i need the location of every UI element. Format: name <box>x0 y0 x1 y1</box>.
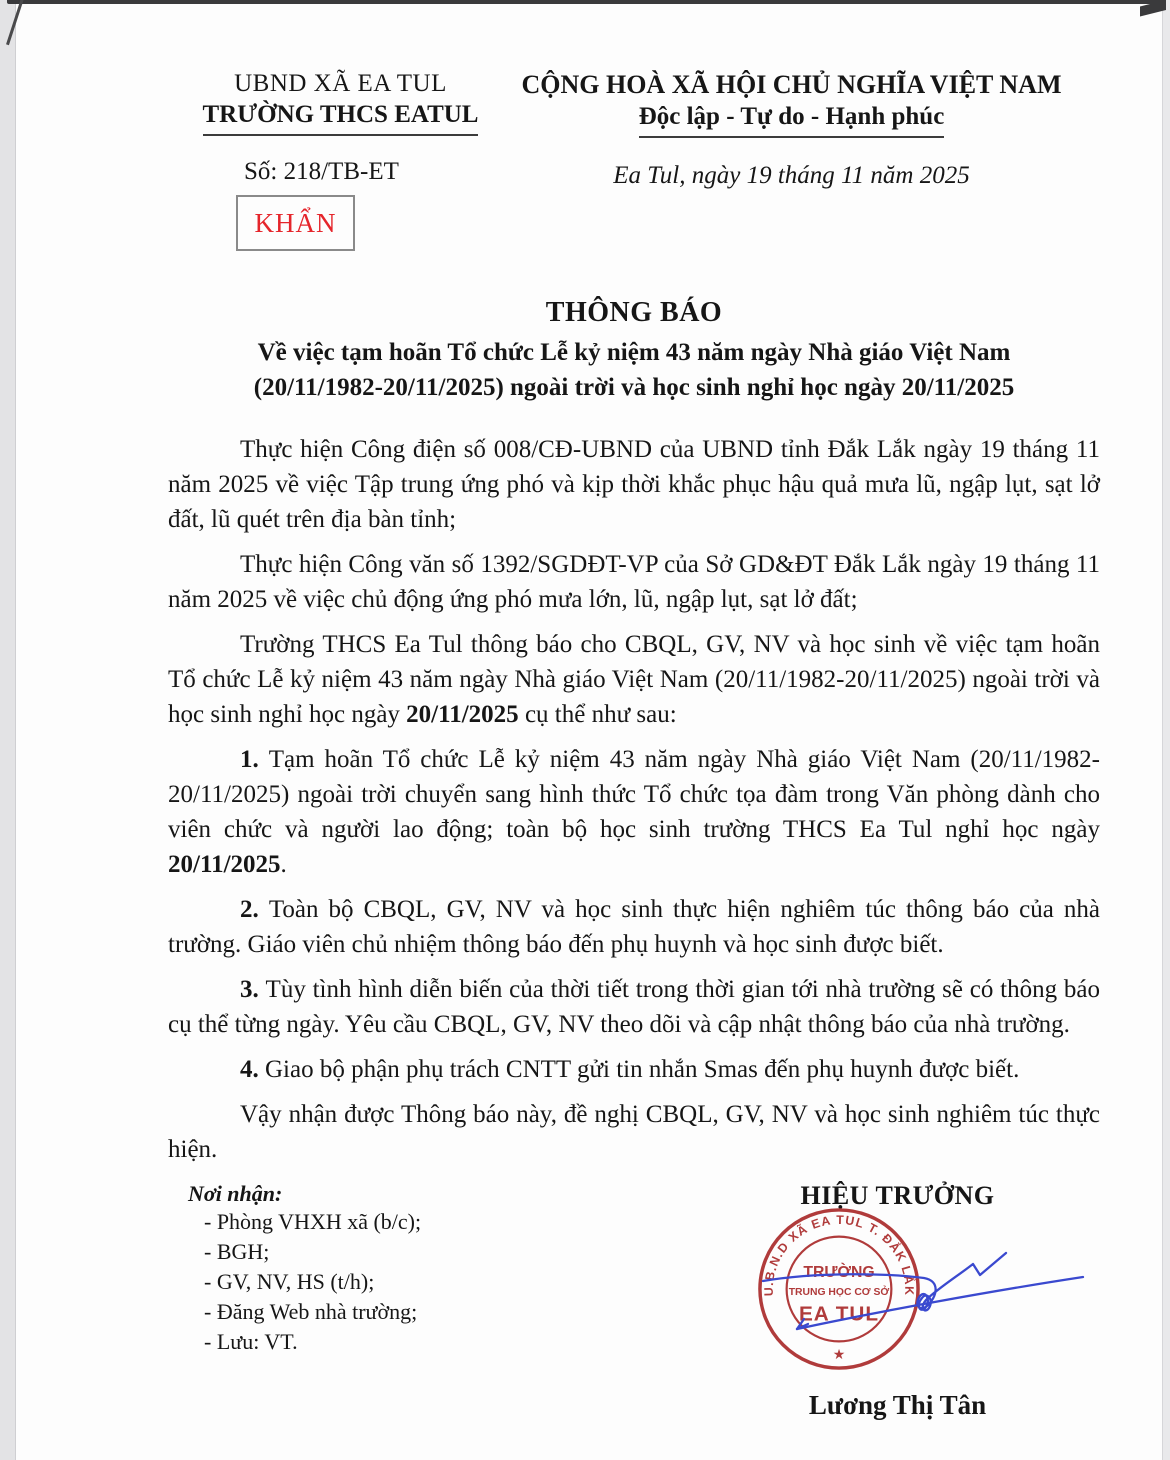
signer-name: Lương Thị Tân <box>808 1390 987 1420</box>
document-number: Số: 218/TB-ET <box>244 158 399 185</box>
issuing-org-school: TRƯỜNG THCS EATUL <box>168 101 513 136</box>
recipients-label: Nơi nhận: <box>188 1181 283 1206</box>
urgency-stamp-box <box>236 195 355 251</box>
recipient-line: - Lưu: VT. <box>204 1329 298 1354</box>
stamp-inner-line3: EA TUL <box>798 1302 880 1326</box>
scan-edge-right <box>1162 0 1170 1460</box>
national-title: CỘNG HOÀ XÃ HỘI CHỦ NGHĨA VIỆT NAM <box>521 70 1062 99</box>
paragraph-item-1: 1. Tạm hoãn Tổ chức Lễ kỷ niệm 43 năm ngày Nhà giáo Việt Nam (20/11/1982-20/11/2025) ngoài trời chuyển sang hình thức Tổ chức tọa đàm trong Văn phòng dành cho viên chức và người lao động; toàn bộ học sinh trường THCS Ea Tul nghỉ học ngày 20/11/2025. <box>168 746 1100 878</box>
signature-main-stroke <box>763 1253 1006 1310</box>
paragraph-preamble-2: Thực hiện Công văn số 1392/SGDĐT-VP của Sở GD&ĐT Đắk Lắk ngày 19 tháng 11 năm 2025 về việc chủ động ứng phó mưa lớn, lũ, ngập lụt, sạt lở đất; <box>168 551 1100 613</box>
recipient-line: - Đăng Web nhà trường; <box>204 1299 418 1324</box>
recipient-line: - GV, NV, HS (t/h); <box>204 1269 375 1294</box>
star-icon: ★ <box>832 1346 846 1363</box>
stamp-inner-line2: TRUNG HỌC CƠ SỞ <box>788 1286 890 1298</box>
paragraph-item-4: 4. Giao bộ phận phụ trách CNTT gửi tin nhắn Smas đến phụ huynh được biết. <box>240 1056 1020 1083</box>
paragraph-item-3: 3. Tùy tình hình diễn biến của thời tiết trong thời gian tới nhà trường sẽ có thông báo cụ thể từng ngày. Yêu cầu CBQL, GV, NV theo dõi và cập nhật thông báo của nhà trường. <box>168 976 1100 1038</box>
scan-edge-left <box>0 0 16 1460</box>
document-subtitle-line2: (20/11/1982-20/11/2025) ngoài trời và học sinh nghỉ học ngày 20/11/2025 <box>253 374 1015 401</box>
document-subtitle-line1: Về việc tạm hoãn Tổ chức Lễ kỷ niệm 43 năm ngày Nhà giáo Việt Nam <box>257 339 1011 366</box>
stamp-ring-text: U.B.N.D XÃ EA TUL T. ĐẮK LẮK <box>761 1212 917 1297</box>
signer-title: HIỆU TRƯỞNG <box>800 1181 995 1210</box>
stamp-inner-line1: TRƯỜNG <box>803 1264 875 1282</box>
place-date-line: Ea Tul, ngày 19 tháng 11 năm 2025 <box>613 162 970 189</box>
national-motto: Độc lập - Tự do - Hạnh phúc <box>513 103 1070 138</box>
recipient-line: - Phòng VHXH xã (b/c); <box>204 1209 422 1234</box>
issuing-org-block <box>168 70 513 251</box>
document-title: THÔNG BÁO <box>545 297 723 328</box>
urgency-label: KHẨN <box>254 207 337 238</box>
document-header <box>168 70 1100 251</box>
paragraph-preamble-1: Thực hiện Công điện số 008/CĐ-UBND của UBND tỉnh Đắk Lắk ngày 19 tháng 11 năm 2025 về việc Tập trung ứng phó và kịp thời khắc phục hậu quả mưa lũ, ngập lụt, sạt lở đất, lũ quét trên địa bàn tỉnh; <box>168 436 1100 533</box>
national-motto-block <box>513 70 1100 251</box>
paragraph-closing: Vậy nhận được Thông báo này, đề nghị CBQL, GV, NV và học sinh nghiêm túc thực hiện. <box>168 1101 1100 1163</box>
document-page <box>168 70 1100 1441</box>
recipient-line: - BGH; <box>204 1239 270 1264</box>
document-body <box>168 432 1100 1167</box>
issuing-org-parent: UBND XÃ EA TUL <box>234 70 447 97</box>
signature-underline-stroke <box>797 1277 1083 1329</box>
signature-scribble-icon <box>761 1247 1091 1347</box>
document-footer <box>168 1181 1100 1441</box>
signature-block <box>695 1181 1100 1421</box>
seal-zone <box>695 1211 1100 1396</box>
paragraph-announcement: Trường THCS Ea Tul thông báo cho CBQL, GV, NV và học sinh về việc tạm hoãn Tổ chức Lễ kỷ niệm 43 năm ngày Nhà giáo Việt Nam (20/11/1982-20/11/2025) ngoài trời và học sinh nghỉ học ngày 20/11/2025 cụ thể như sau: <box>168 631 1100 728</box>
paragraph-item-2: 2. Toàn bộ CBQL, GV, NV và học sinh thực hiện nghiêm túc thông báo của nhà trường. Giáo viên chủ nhiệm thông báo đến phụ huynh và học sinh được biết. <box>168 896 1101 958</box>
scan-edge-top <box>7 0 1166 4</box>
